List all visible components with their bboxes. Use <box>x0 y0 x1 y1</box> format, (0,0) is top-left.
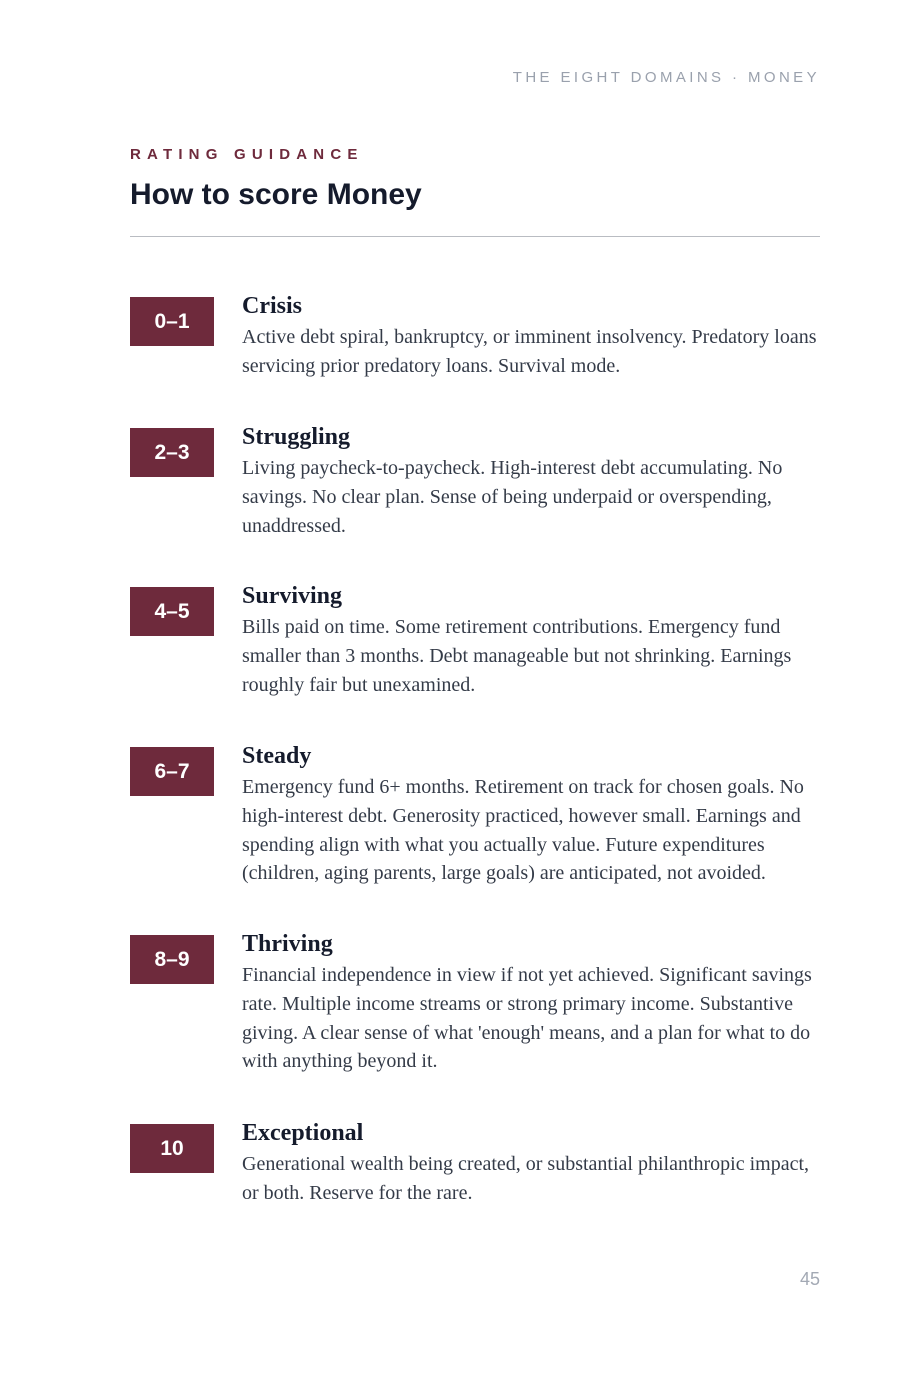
title-divider <box>130 236 820 237</box>
rating-level-title: Thriving <box>242 931 333 957</box>
running-head: THE EIGHT DOMAINS · MONEY <box>512 69 820 86</box>
rating-level-description: Financial independence in view if not yet achieved. Significant savings rate. Multiple income streams or strong primary income. Substantive giving. A clear sense of what 'enough' means, and a plan for what to do with anything beyond it. <box>242 964 812 1073</box>
rating-level-body <box>242 739 822 888</box>
rating-level-title: Surviving <box>242 583 343 609</box>
rating-level-title: Exceptional <box>242 1120 364 1146</box>
rating-level-description: Generational wealth being created, or substantial philanthropic impact, or both. Reserve for the rare. <box>242 1153 810 1204</box>
section-eyebrow: RATING GUIDANCE <box>130 146 364 163</box>
page-number: 45 <box>799 1269 820 1289</box>
rating-level-description: Bills paid on time. Some retirement contributions. Emergency fund smaller than 3 months. Debt manageable but not shrinking. Earnings roughly fair but unexamined. <box>242 616 792 696</box>
rating-level-body <box>242 579 822 699</box>
rating-level-body <box>242 289 822 381</box>
page-title: How to score Money <box>130 178 422 211</box>
rating-level-body <box>242 420 822 540</box>
rating-level-body <box>242 927 822 1076</box>
score-range-badge: 6–7 <box>130 747 214 796</box>
rating-level-description: Emergency fund 6+ months. Retirement on track for chosen goals. No high-interest debt. Generosity practiced, however small. Earnings and spending align with what you actually value. Future expenditures (children, aging parents, large goals) are anticipated, not avoided. <box>242 776 804 885</box>
score-range-badge: 10 <box>130 1124 214 1173</box>
rating-level-body <box>242 1116 822 1208</box>
score-range-badge: 2–3 <box>130 428 214 477</box>
rating-level-title: Crisis <box>242 293 302 319</box>
rating-level-description: Active debt spiral, bankruptcy, or imminent insolvency. Predatory loans servicing prior predatory loans. Survival mode. <box>242 326 817 377</box>
rating-level-description: Living paycheck-to-paycheck. High-interest debt accumulating. No savings. No clear plan. Sense of being underpaid or overspending, unaddressed. <box>242 457 783 537</box>
score-range-badge: 4–5 <box>130 587 214 636</box>
score-range-badge: 0–1 <box>130 297 214 346</box>
score-range-badge: 8–9 <box>130 935 214 984</box>
rating-level-title: Struggling <box>242 424 351 450</box>
rating-level-title: Steady <box>242 743 312 769</box>
